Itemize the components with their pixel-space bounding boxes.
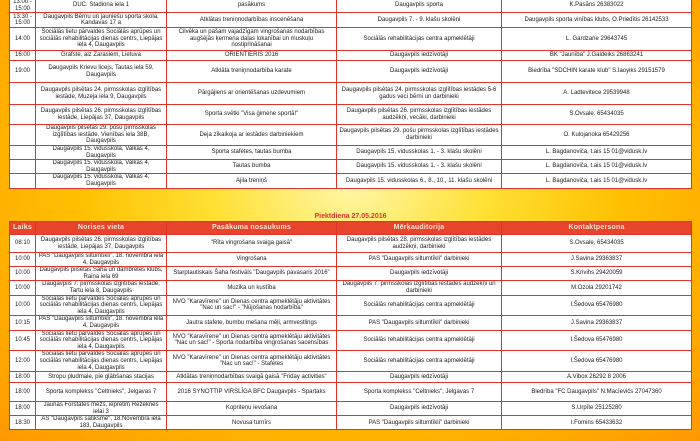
- cell-contact: I.Šedova 65476980: [502, 330, 692, 351]
- table-row: [10, 253, 692, 267]
- header-audience: Mērķauditorija: [337, 222, 502, 235]
- schedule-table-thursday: [9, 0, 692, 189]
- cell-audience: Daugavpils 15. vidusskolas 1. - 3. klašu skolēni: [337, 160, 502, 174]
- cell-audience: Sociālās rehabilitācijas centra apmeklētāji: [337, 28, 502, 51]
- cell-venue: Jaunas Forštates mežs, iepretim Rēzeknes ielai 3: [36, 402, 167, 416]
- cell-event: NVO "Karavīrene" un Dienas centra apmeklētāju aktivitātes "Nac un sac!" - "Nūjošanas nodarbība": [167, 295, 337, 316]
- cell-venue: Daugavpils pilsētas Šaha un dambretes klubs, Raiņa iela 69: [36, 267, 167, 281]
- cell-venue: Sporta komplekss "Celtnieks", Jelgavas 7: [36, 383, 167, 402]
- cell-audience: Daugavpils 7. - 9. klašu skolēni: [337, 13, 502, 28]
- header-venue: Norises vieta: [36, 222, 167, 235]
- cell-event: Cilvēka un pašam vajadzīgam vingrošanas nodarbības augšējās ķermeņa daļas lokanībai un muskuļu nostiprināšanai: [167, 28, 337, 51]
- cell-contact: S.Krivihs 29420059: [502, 267, 692, 281]
- cell-venue: Daugavpils Bērnu un jauniešu sporta skola, Kandavas 17 a: [36, 13, 167, 28]
- cell-time: [10, 125, 36, 146]
- cell-contact: L. Bagdanoviča, t.ais 15 01@vidusk.lv: [502, 160, 692, 174]
- cell-contact: I.Fomins 65433632: [502, 416, 692, 430]
- table-row: [10, 61, 692, 83]
- cell-contact: L. Bagdanoviča, t.ais 15 01@vidusk.lv: [502, 145, 692, 159]
- cell-audience: Daugavpils iedzīvotāji: [337, 372, 502, 383]
- cell-contact: L. Gardzane 29643745: [502, 28, 692, 51]
- cell-time: 10:45: [10, 330, 36, 351]
- table-row: [10, 267, 692, 281]
- table-row: [10, 83, 692, 105]
- header-time: Laiks: [10, 222, 36, 235]
- cell-audience: Daugavpils pilsētas 26. pirmsskolas izglītības iestādes audzēkņi, vecāki, darbinieki: [337, 105, 502, 125]
- cell-contact: S.Ovsale. 65434035: [502, 105, 692, 125]
- cell-time: 10:00: [10, 267, 36, 281]
- cell-time: 13:00 - 15:00: [10, 0, 36, 13]
- cell-event: pasākums: [167, 0, 337, 13]
- cell-time: 10:15: [10, 316, 36, 330]
- cell-event: Sporta stafetes, tautas bumba: [167, 145, 337, 159]
- cell-audience: Sporta komplekss "Celtnieks", Jelgavas 7: [337, 383, 502, 402]
- cell-contact: J.Savina 29363837: [502, 316, 692, 330]
- cell-audience: Daugavpils iedzīvotāji: [337, 267, 502, 281]
- cell-time: 14:00: [10, 28, 36, 51]
- cell-contact: L. Bagdanoviča, t.ais 15 01@vidusk.lv: [502, 174, 692, 188]
- cell-venue: Daugavpils 7. pirmsskolas izglītības iestāde, Tartu iela 8, Daugavpils: [36, 281, 167, 295]
- cell-venue: Daugavpils 15. vidusskola, Valkas 4, Daugavpils: [36, 174, 167, 188]
- table-row: [10, 295, 692, 316]
- cell-event: Atklāta treniņnodarbība karate: [167, 61, 337, 83]
- table-row: [10, 351, 692, 372]
- cell-audience: Daugavpils 15. vidusskolas 1. - 3. klašu skolēni: [337, 145, 502, 159]
- cell-contact: M.Ozola 29201742: [502, 281, 692, 295]
- cell-audience: Daugavpils 7. pirmsskolas izglītības iestādes audzēkņi un darbinieki: [337, 281, 502, 295]
- cell-venue: Sociālās lietu pārvaldes Sociālās aprūpes un sociālās rehabilitācijas dienas centrs, Liepājas iela 4, Daugavpils: [36, 28, 167, 51]
- cell-audience: Daugavpils iedzīvotāji: [337, 51, 502, 61]
- cell-venue: Grafste, alz Zarasiem, Lietuva: [36, 51, 167, 61]
- cell-audience: Daugavpils iedzīvotāji: [337, 402, 502, 416]
- cell-venue: Stropu pludmale, pie glābšanas stacijas: [36, 372, 167, 383]
- cell-event: Starptautiskais Šaha festivāls "Daugavpils pavasaris 2016": [167, 267, 337, 281]
- table-row: [10, 372, 692, 383]
- table-row: [10, 51, 692, 61]
- cell-contact: S.Urpīte 25125280: [502, 402, 692, 416]
- cell-event: Sporta svētki "Visa ģimene sportā!": [167, 105, 337, 125]
- cell-venue: Daugavpils 15. vidusskola, Valkas 4, Daugavpils: [36, 160, 167, 174]
- cell-venue: AS "Daugavpils satiksme", 18.Novembra iela 183, Daugavpils: [36, 416, 167, 430]
- table-row: [10, 330, 692, 351]
- cell-event: NVO "Karavīrene" un Dienas centra apmeklētāju aktivitātes "Nac un sac!" - Stafetes: [167, 351, 337, 372]
- cell-contact: I.Šedova 65476980: [502, 295, 692, 316]
- cell-event: Novusa turnīrs: [167, 416, 337, 430]
- cell-event: ORIENTIERIS 2016: [167, 51, 337, 61]
- cell-venue: Sociālās lietu pārvaldes Sociālās aprūpes un sociālās rehabilitācijas dienas centrs, Liepājas iela 4, Daugavpils: [36, 351, 167, 372]
- table-row: [10, 174, 692, 188]
- cell-audience: PAS "Daugavpils siltumtīkli" darbinieki: [337, 416, 502, 430]
- cell-audience: Daugavpils pilsētas 24. pirmsskolas izglītības iestādes 5-6 gadus veci bērni un darbinieki: [337, 83, 502, 105]
- cell-contact: Daugavpils sporta vinības klubs, O.Priedītis 26142533: [502, 13, 692, 28]
- table-row: [10, 160, 692, 174]
- cell-audience: Daugavpils iedzīvotāji: [337, 61, 502, 83]
- cell-event: Atklātas treniņnodarbības svaigā gaisā "Friday activities": [167, 372, 337, 383]
- cell-contact: Biedrība "SDCHIN karate klub" S.Iaoyiks 29151579: [502, 61, 692, 83]
- cell-time: 18:30: [10, 416, 36, 430]
- table-row: [10, 281, 692, 295]
- cell-audience: Daugavpils pilsētas 29. pošu pirmsskolas izglītības iestādes darbinieki: [337, 125, 502, 146]
- table-header-row: [10, 222, 692, 235]
- cell-event: Jautra stafete, bumbu mešana mēļi, armvestlings: [167, 316, 337, 330]
- table-row: [10, 235, 692, 253]
- cell-venue: Daugavpils pilsētas 26. pirmsskolas izglītības iestāde, Liepājas 37, Daugavpils: [36, 235, 167, 253]
- cell-venue: Daugavpils Krievu licejs, Tautas iela 59, Daugavpils: [36, 61, 167, 83]
- cell-contact: A. Ladtevitece 29539948: [502, 83, 692, 105]
- table-row: [10, 316, 692, 330]
- cell-event: "Rīta vingrošana svaiga gaisā": [167, 235, 337, 253]
- cell-time: 10:00: [10, 253, 36, 267]
- cell-time: [10, 83, 36, 105]
- table-row: [10, 125, 692, 146]
- cell-time: 18:00: [10, 372, 36, 383]
- cell-time: 10:00: [10, 281, 36, 295]
- cell-venue: PAS "Daugavpils siltumtīkli", 18. novembra iela 4, Daugavpils: [36, 253, 167, 267]
- table-row: [10, 13, 692, 28]
- cell-venue: PAS "Daugavpils siltumtīkli", 18. novembra iela 4, Daugavpils: [36, 316, 167, 330]
- cell-time: 18:00: [10, 383, 36, 402]
- cell-time: 19:00: [10, 61, 36, 83]
- cell-audience: Daugavpils 15. vidusskolas 6., 8., 10., 11. klašu skolēni: [337, 174, 502, 188]
- day-heading: Piektdiena 27.05.2016: [314, 213, 387, 220]
- table-row: [10, 105, 692, 125]
- cell-venue: Daugavpils pilsētas 24. pirmsskolas izglītības iestāde, Muzeja iela 9, Daugavpils: [36, 83, 167, 105]
- cell-time: 16:00: [10, 51, 36, 61]
- cell-audience: PAS "Daugavpils siltumtīkli" darbinieki: [337, 316, 502, 330]
- cell-event: Kopriteņu ievošana: [167, 402, 337, 416]
- schedule-table-friday: [9, 221, 692, 430]
- cell-contact: BK "Jaunība" J.Galdeiks 26863241: [502, 51, 692, 61]
- cell-time: 12:00: [10, 351, 36, 372]
- table-row: [10, 383, 692, 402]
- cell-contact: J.Savina 29363837: [502, 253, 692, 267]
- cell-event: Ajila treniņš: [167, 174, 337, 188]
- cell-contact: I.Šedova 65476980: [502, 351, 692, 372]
- cell-time: [10, 105, 36, 125]
- cell-contact: O. Kulojanoka 65429256: [502, 125, 692, 146]
- table-row: [10, 28, 692, 51]
- cell-time: [10, 174, 36, 188]
- cell-audience: Sociālās rehabilitācijas centra apmeklētāji: [337, 351, 502, 372]
- cell-time: 13:30 - 15:00: [10, 13, 36, 28]
- table-row: [10, 416, 692, 430]
- table-row: [10, 402, 692, 416]
- cell-time: [10, 145, 36, 159]
- cell-time: 10:00: [10, 295, 36, 316]
- header-event: Pasākuma nosaukums: [167, 222, 337, 235]
- cell-audience: Daugavpils pilsētas 28. pirmsskolas izglītības iestādes audzēkņi, darbinieki: [337, 235, 502, 253]
- cell-audience: PAS "Daugavpils siltumtīkli" darbinieki: [337, 253, 502, 267]
- cell-contact: A.Vibox 26292 8 2006: [502, 372, 692, 383]
- cell-time: [10, 160, 36, 174]
- cell-venue: Sociālās lietu pārvaldes Sociālās aprūpes un sociālās rehabilitācijas dienas centrs, Liepājas iela 4, Daugavpils: [36, 330, 167, 351]
- cell-event: Tautas bumba: [167, 160, 337, 174]
- table-row: [10, 145, 692, 159]
- cell-event: NVO "Karavīrene" un Dienas centra apmeklētāju aktivitātes "Nac un sac!" - Sporta nodarbība vingrošanas sacensības: [167, 330, 337, 351]
- cell-contact: Biedrība "FC Daugavpils" N.Macīevičs 27047360: [502, 383, 692, 402]
- cell-audience: Daugavpils sporta: [337, 0, 502, 13]
- cell-venue: Daugavpils pilsētas 29. pošu pirmsskolas izglītības iestāde, Vienības iela 38B, Daugavpils: [36, 125, 167, 146]
- cell-venue: DUC. Stadiona iela 1: [36, 0, 167, 13]
- cell-venue: Daugavpils 15. vidusskola, Valkas 4, Daugavpils: [36, 145, 167, 159]
- cell-audience: Sociālās rehabilitācijas centra apmeklētāji: [337, 330, 502, 351]
- cell-venue: Sociālās lietu pārvaldes Sociālās aprūpes un sociālās rehabilitācijas dienas centrs, Liepājas iela 4, Daugavpils: [36, 295, 167, 316]
- cell-contact: S.Ovsale, 65434035: [502, 235, 692, 253]
- cell-time: 18:00: [10, 402, 36, 416]
- cell-event: Atklātas treniņnodarbības inscenēšana: [167, 13, 337, 28]
- cell-contact: K.Pasāns 26383022: [502, 0, 692, 13]
- cell-time: 08:10: [10, 235, 36, 253]
- cell-event: Deja zīkaikoja ar iestādes darbiniekiem: [167, 125, 337, 146]
- cell-event: 2016 SYNOTTIP VIRSLĪGA BFC Daugavpils - Spartaks: [167, 383, 337, 402]
- cell-event: Muzika un kustība: [167, 281, 337, 295]
- cell-venue: Daugavpils pilsētas 26. pirmsskolas izglītības iestāde, Liepājas 37, Daugavpils: [36, 105, 167, 125]
- cell-audience: Sociālās rehabilitācijas centra apmeklētāji: [337, 295, 502, 316]
- header-contact: Kontaktpersona: [502, 222, 692, 235]
- table-row: [10, 0, 692, 13]
- cell-event: Vingrošana: [167, 253, 337, 267]
- cell-event: Pārgājiens ar orientēšanas uzdevumiem: [167, 83, 337, 105]
